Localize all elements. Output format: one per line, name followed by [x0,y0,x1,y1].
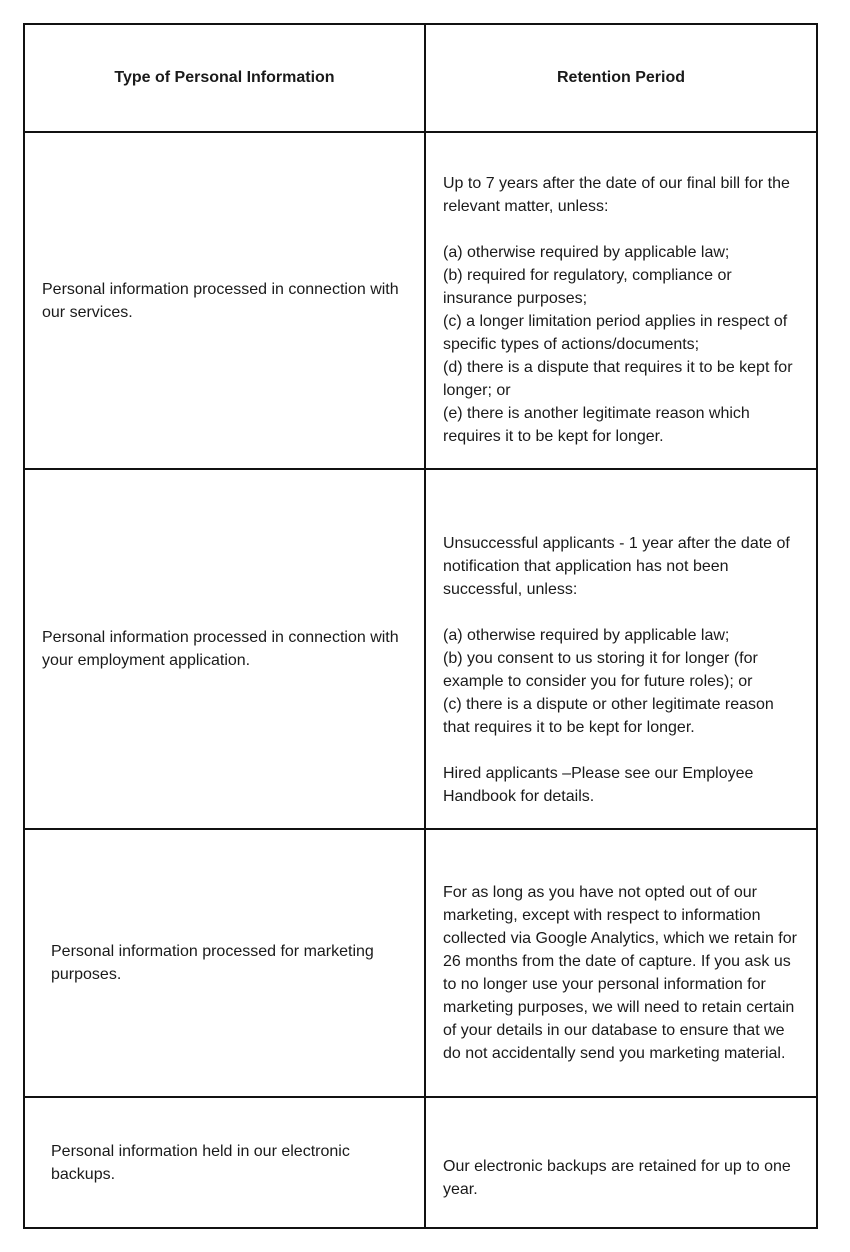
period-cell [425,829,817,1097]
period-cell [425,1097,817,1228]
type-cell [24,469,425,829]
type-text: Personal information processed in connection with our services. [42,280,399,321]
header-type: Type of Personal Information [24,24,425,132]
period-line: Hired applicants –Please see our Employee Handbook for details. [443,765,754,805]
period-line: (a) otherwise required by applicable law; [443,627,730,644]
type-cell [24,132,425,469]
period-line: (c) a longer limitation period applies in respect of specific types of actions/documents; [443,313,788,353]
type-cell [24,1097,425,1228]
period-line: (d) there is a dispute that requires it to be kept for longer; or [443,359,793,399]
period-line: Our electronic backups are retained for up to one year. [443,1157,791,1198]
period-line: (c) there is a dispute or other legitimate reason that requires it to be kept for longer. [443,696,774,736]
period-cell [425,469,817,829]
type-text: Personal information processed for marketing purposes. [51,943,374,983]
table-row [24,469,817,829]
retention-table [23,23,818,1229]
type-text: Personal information held in our electronic backups. [51,1142,350,1183]
table-row [24,829,817,1097]
type-text: Personal information processed in connection with your employment application. [42,629,399,669]
header-retention-period: Retention Period [425,24,817,132]
table-row [24,1097,817,1228]
period-line: (e) there is another legitimate reason which requires it to be kept for longer. [443,405,750,445]
table-header-row [24,24,817,132]
period-line: Up to 7 years after the date of our final bill for the relevant matter, unless: [443,175,790,215]
period-line: (b) required for regulatory, compliance or insurance purposes; [443,267,732,307]
table-row [24,132,817,469]
period-line: For as long as you have not opted out of our marketing, except with respect to information collected via Google Analytics, which we retain for 26 months from the date of capture. If you ask us to no longer use your personal information for marketing purposes, we will need to retain certain of your details in our database to ensure that we do not accidentally send you marketing material. [443,883,797,1062]
type-cell [24,829,425,1097]
period-line: (a) otherwise required by applicable law; [443,244,730,261]
period-cell [425,132,817,469]
period-line: Unsuccessful applicants - 1 year after the date of notification that application has not been successful, unless: [443,535,790,598]
period-line: (b) you consent to us storing it for longer (for example to consider you for future roles); or [443,650,758,690]
